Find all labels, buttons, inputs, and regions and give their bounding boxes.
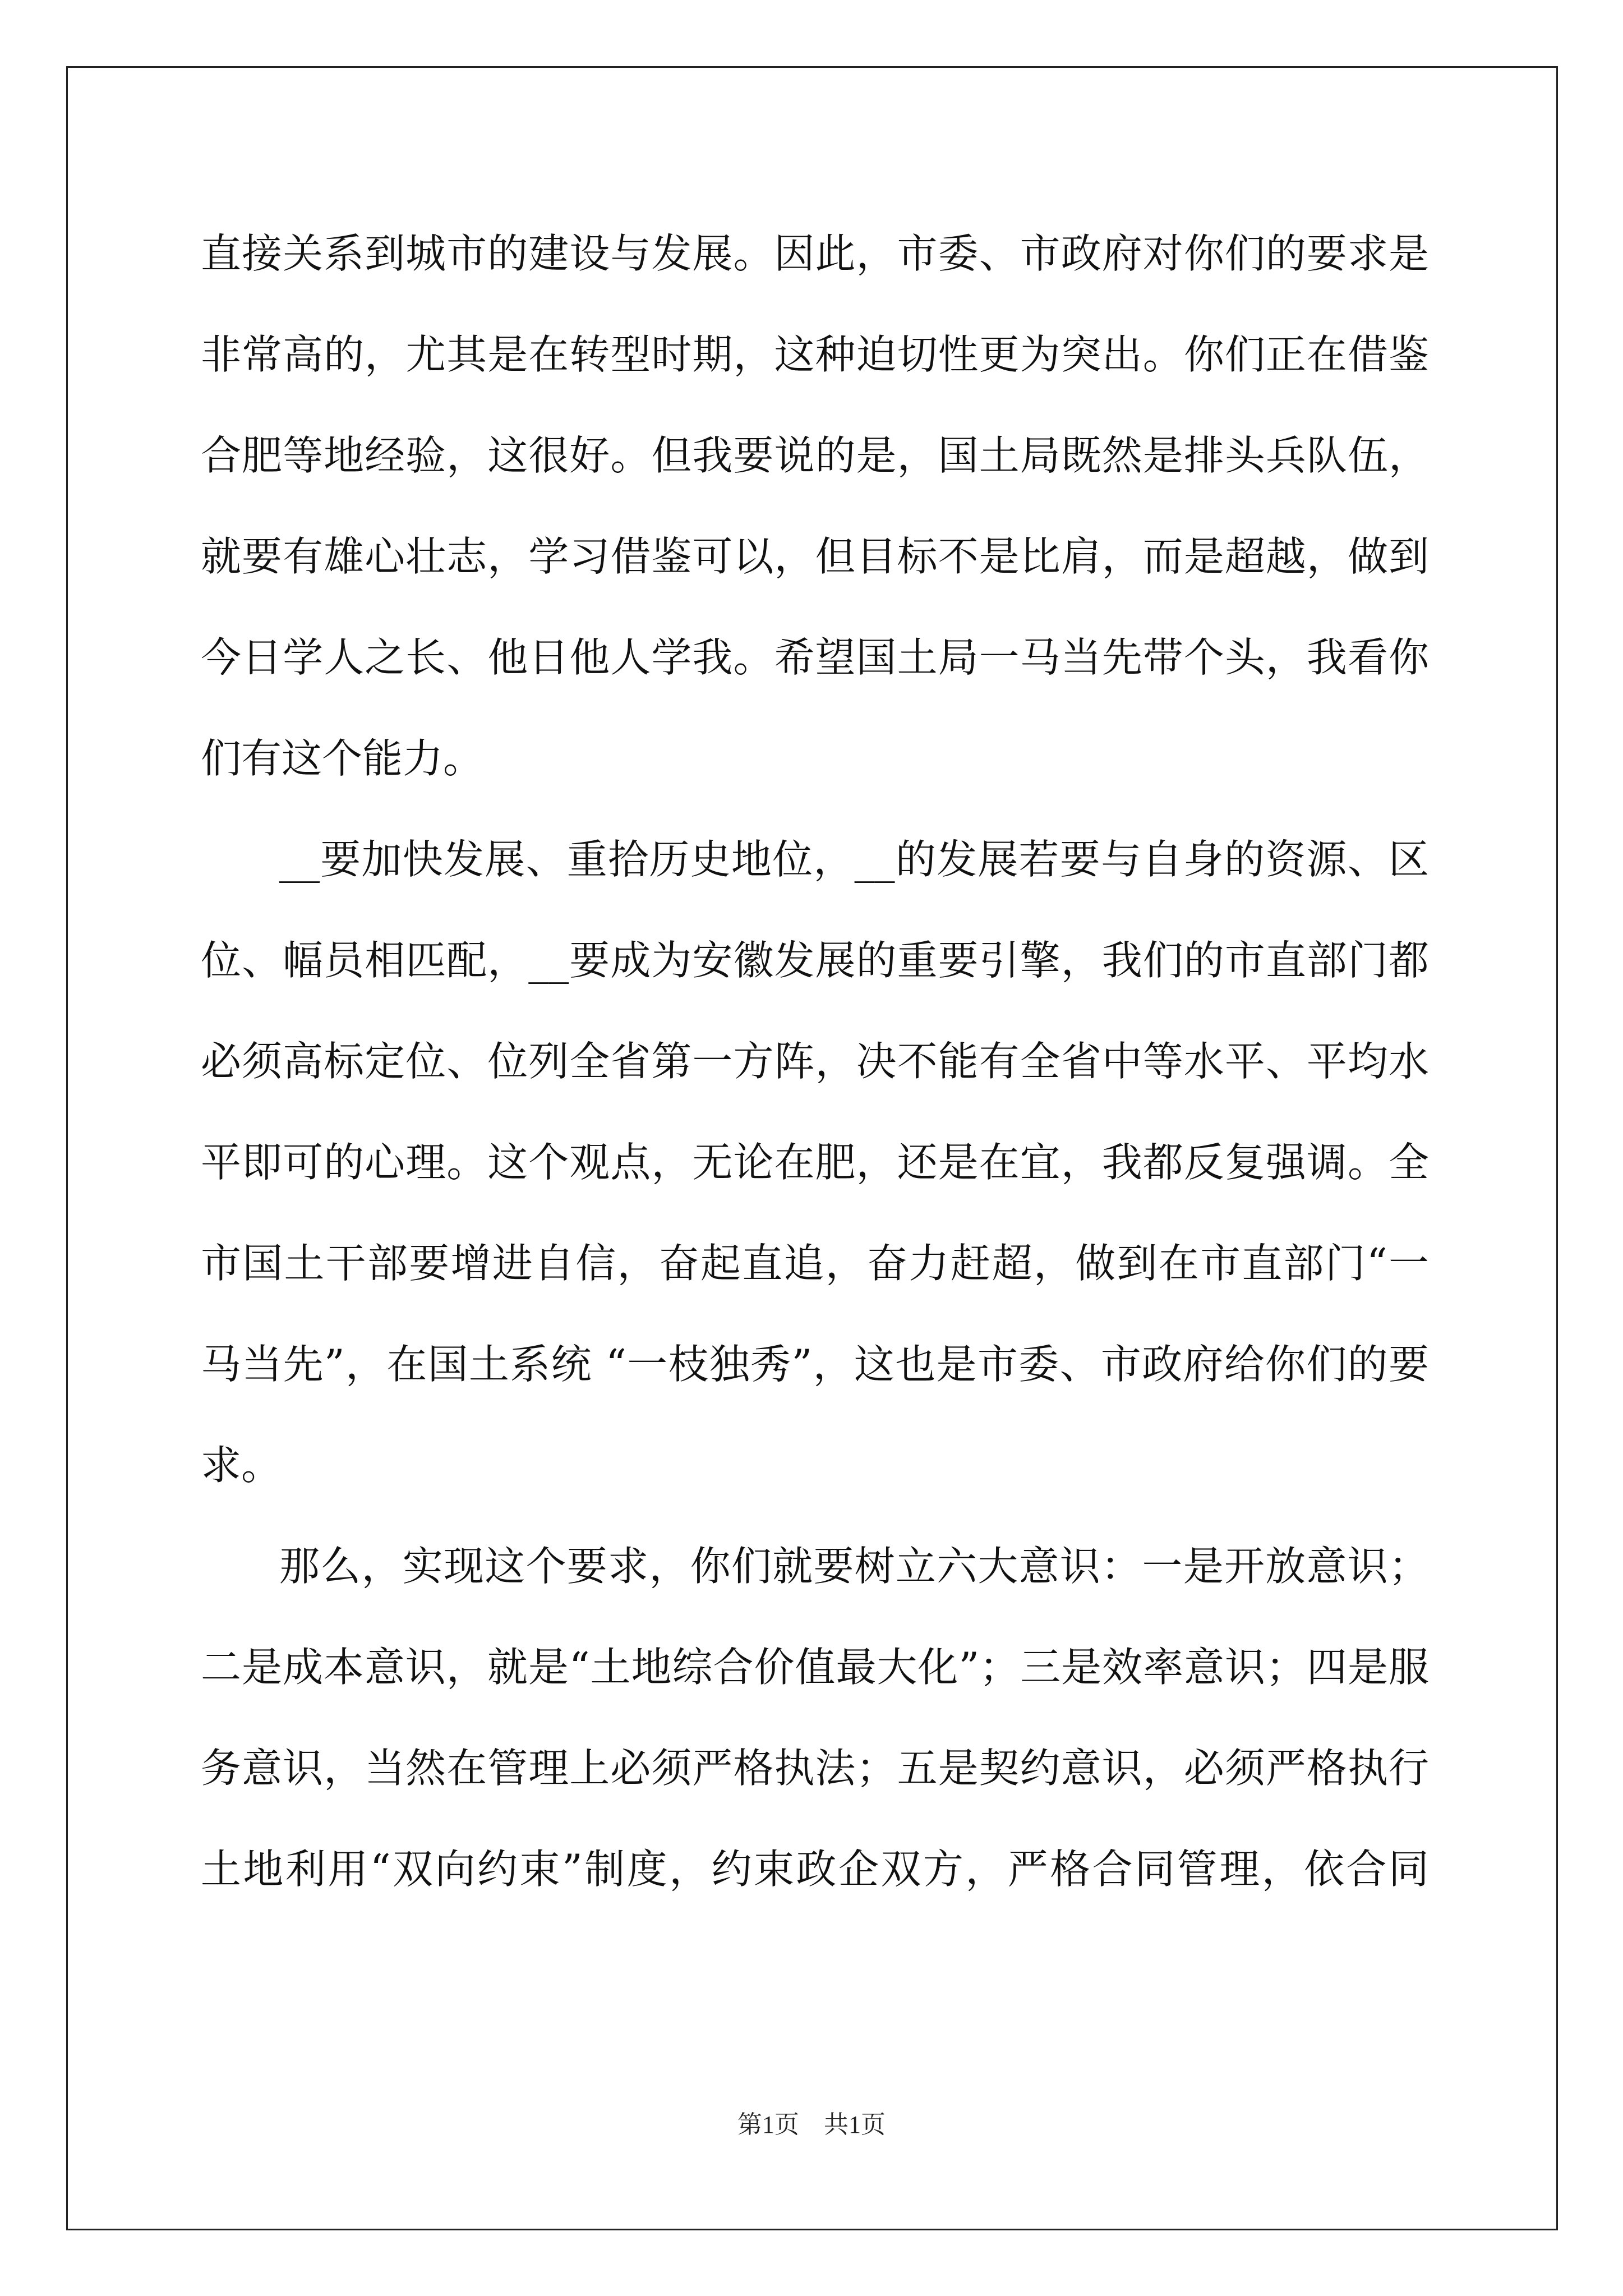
text-line: 市国土干部要增进自信，奋起直追，奋力赶超，做到在市直部门“一 [201, 1240, 1429, 1287]
text-line: 就要有雄心壮志，学习借鉴可以，但目标不是比肩，而是超越，做到 [201, 533, 1429, 580]
text-line: 土地利用“双向约束”制度，约束政企双方，严格合同管理，依合同 [201, 1846, 1429, 1893]
text-line: 们有这个能力。 [201, 735, 484, 782]
text-line: 今日学人之长、他日他人学我。希望国土局一马当先带个头，我看你 [201, 634, 1429, 681]
text-line: 必须高标定位、位列全省第一方阵，决不能有全省中等水平、平均水 [201, 1038, 1429, 1085]
text-line: 求。 [201, 1442, 282, 1489]
text-line: 马当先”，在国土系统 “一枝独秀”，这也是市委、市政府给你们的要 [201, 1341, 1429, 1388]
text-line: 合肥等地经验，这很好。但我要说的是，国土局既然是排头兵队伍， [201, 432, 1429, 479]
paragraph-first-line: __要加快发展、重拾历史地位，__的发展若要与自身的资源、区 [279, 836, 1429, 883]
text-line: 务意识，当然在管理上必须严格执法；五是契约意识，必须严格执行 [201, 1745, 1429, 1792]
text-line: 位、幅员相匹配，__要成为安徽发展的重要引擎，我们的市直部门都 [201, 937, 1429, 984]
paragraph-first-line: 那么，实现这个要求，你们就要树立六大意识：一是开放意识； [279, 1543, 1429, 1590]
text-line: 平即可的心理。这个观点，无论在肥，还是在宜，我都反复强调。全 [201, 1139, 1429, 1186]
text-line: 二是成本意识，就是“土地综合价值最大化”；三是效率意识；四是服 [201, 1644, 1429, 1691]
text-line: 直接关系到城市的建设与发展。因此，市委、市政府对你们的要求是 [201, 230, 1429, 277]
page-footer: 第1页 共1页 [737, 2111, 886, 2138]
text-line: 非常高的，尤其是在转型时期，这种迫切性更为突出。你们正在借鉴 [201, 331, 1429, 378]
